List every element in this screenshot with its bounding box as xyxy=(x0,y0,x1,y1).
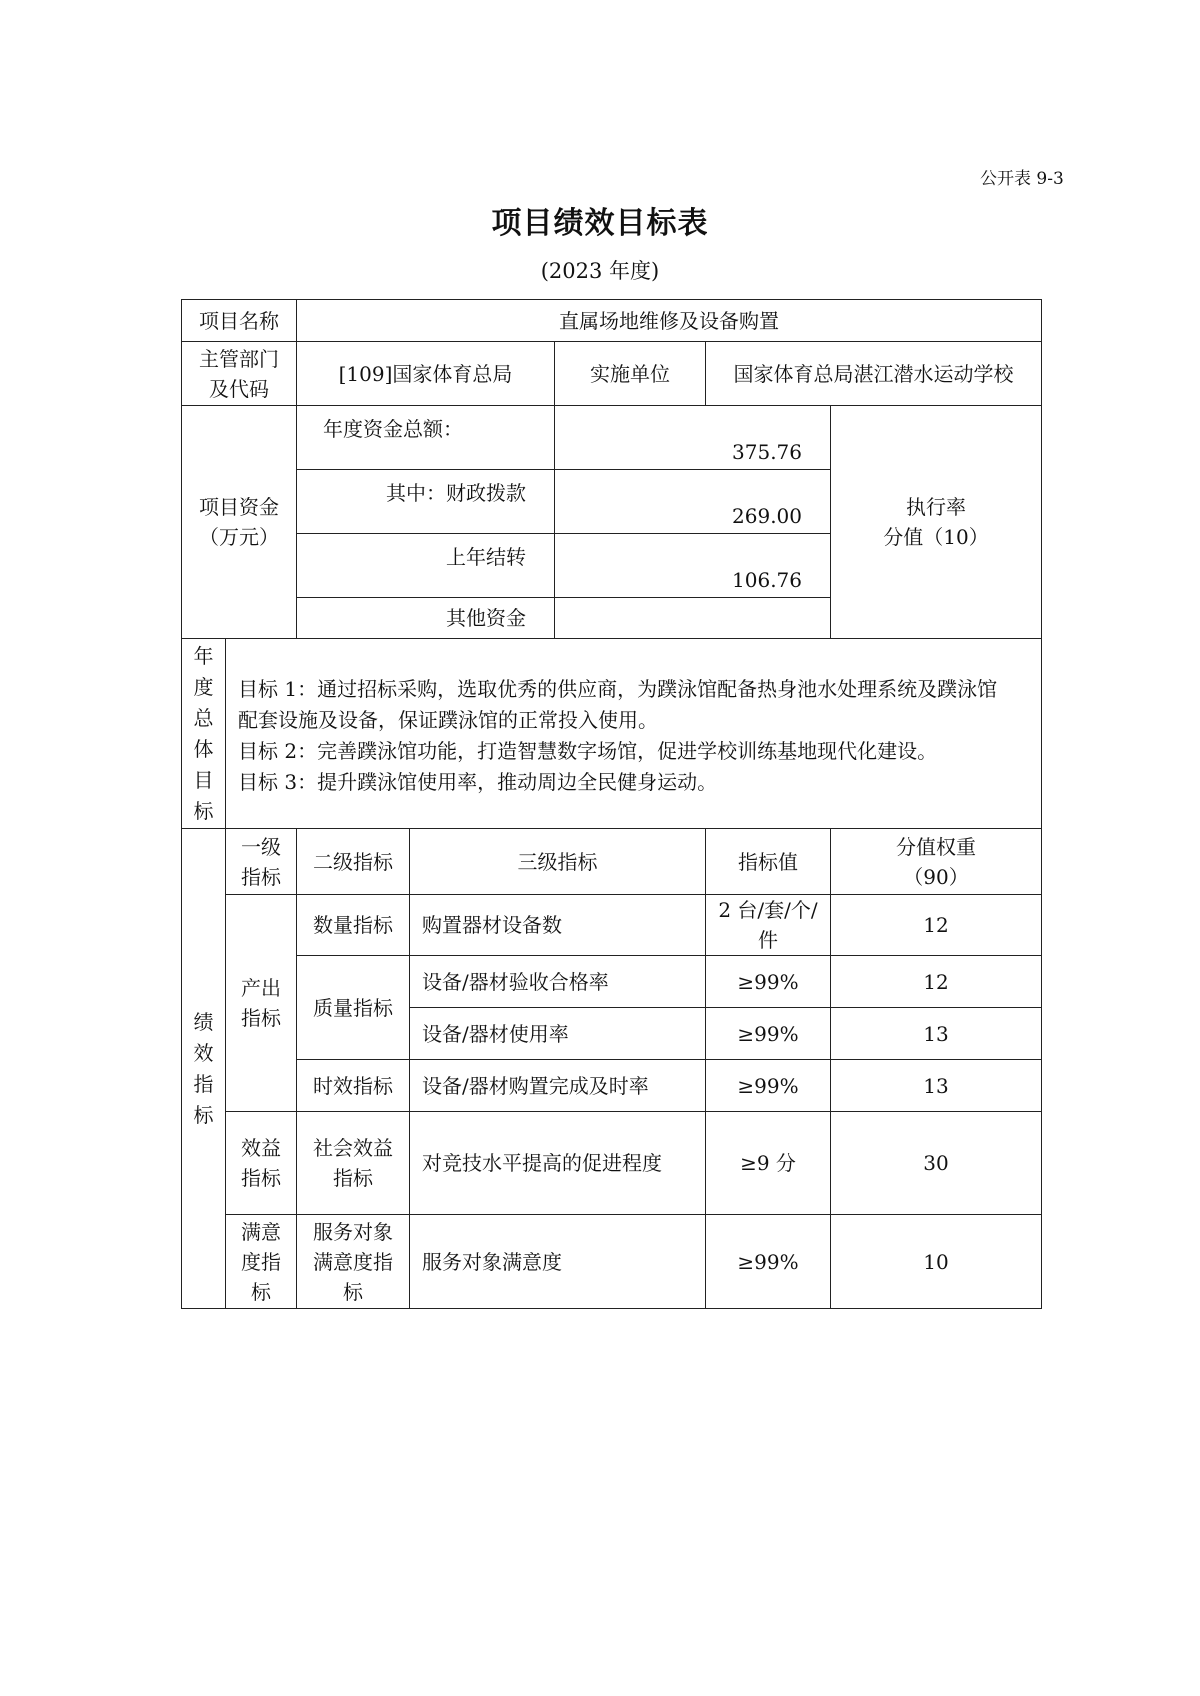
indicator-value: ≥99% xyxy=(706,956,831,1008)
department-value: [109]国家体育总局 xyxy=(297,342,555,406)
output-label-line-2: 指标 xyxy=(241,1006,281,1030)
header-weight xyxy=(831,829,1042,895)
social-label-line-2: 指标 xyxy=(333,1166,373,1190)
funds-carryover-value: 106.76 xyxy=(555,534,831,598)
indicator-name: 设备/器材购置完成及时率 xyxy=(410,1060,706,1112)
funds-other-label: 其他资金 xyxy=(297,598,555,639)
header-weight-line-2: （90） xyxy=(903,864,969,889)
annual-goals-label xyxy=(182,639,226,829)
indicator-weight: 30 xyxy=(831,1112,1042,1215)
quantity-indicator-label: 数量指标 xyxy=(297,895,410,956)
indicator-header-row xyxy=(182,829,1042,895)
header-level1 xyxy=(226,829,297,895)
funds-total-value: 375.76 xyxy=(555,406,831,470)
project-name-value: 直属场地维修及设备购置 xyxy=(297,300,1042,342)
indicator-value: 2 台/套/个/件 xyxy=(706,895,831,956)
indicator-name: 对竞技水平提高的促进程度 xyxy=(410,1112,706,1215)
benefit-indicator-label xyxy=(226,1112,297,1215)
department-row xyxy=(182,342,1042,406)
indicator-weight: 12 xyxy=(831,895,1042,956)
implementing-unit-label: 实施单位 xyxy=(555,342,706,406)
funds-total-label: 年度资金总额： xyxy=(297,406,555,470)
service-label-line: 满意度指 xyxy=(313,1249,393,1274)
goals-label-char: 度 xyxy=(193,674,214,699)
goals-label-char: 目 xyxy=(193,767,214,792)
indicators-label-char: 标 xyxy=(193,1102,214,1127)
implementing-unit-value: 国家体育总局湛江潜水运动学校 xyxy=(706,342,1042,406)
service-label-line: 服务对象 xyxy=(313,1219,393,1244)
indicator-weight: 10 xyxy=(831,1215,1042,1309)
indicator-weight: 13 xyxy=(831,1008,1042,1060)
header-level1-line-2: 指标 xyxy=(241,864,281,889)
indicator-name: 设备/器材使用率 xyxy=(410,1008,706,1060)
indicator-value: ≥99% xyxy=(706,1060,831,1112)
indicator-value: ≥9 分 xyxy=(706,1112,831,1215)
indicators-label-char: 指 xyxy=(193,1071,214,1096)
social-label-line-1: 社会效益 xyxy=(313,1136,393,1160)
indicator-name: 购置器材设备数 xyxy=(410,895,706,956)
timeliness-indicator-label: 时效指标 xyxy=(297,1060,410,1112)
satisfaction-indicator-label xyxy=(226,1215,297,1309)
goals-label-char: 年 xyxy=(193,643,214,668)
department-label xyxy=(182,342,297,406)
header-level3: 三级指标 xyxy=(410,829,706,895)
output-indicator-label xyxy=(226,895,297,1112)
department-label-line-2: 及代码 xyxy=(209,376,269,401)
funds-label-line-1: 项目资金 xyxy=(199,495,279,519)
goals-label-char: 总 xyxy=(193,705,214,730)
funds-total-row xyxy=(182,406,1042,470)
indicator-value: ≥99% xyxy=(706,1215,831,1309)
indicators-label-char: 绩 xyxy=(193,1009,214,1034)
satisfaction-label-line: 满意 xyxy=(241,1219,281,1244)
execution-rate-score: 分值（10） xyxy=(883,525,989,549)
header-target-value: 指标值 xyxy=(706,829,831,895)
annual-goals-content xyxy=(226,639,1042,829)
satisfaction-label-line: 标 xyxy=(251,1279,271,1304)
funds-other-value xyxy=(555,598,831,639)
annual-goals-row xyxy=(182,639,1042,829)
header-level2: 二级指标 xyxy=(297,829,410,895)
goal-line: 目标 3：提升蹼泳馆使用率，推动周边全民健身运动。 xyxy=(238,770,718,794)
header-weight-line-1: 分值权重 xyxy=(896,834,976,859)
table-row xyxy=(182,895,1042,956)
social-benefit-label xyxy=(297,1112,410,1215)
indicator-value: ≥99% xyxy=(706,1008,831,1060)
indicator-weight: 12 xyxy=(831,956,1042,1008)
table-row xyxy=(182,1112,1042,1215)
funds-label xyxy=(182,406,297,639)
table-row xyxy=(182,1215,1042,1309)
goal-line: 目标 2：完善蹼泳馆功能，打造智慧数字场馆，促进学校训练基地现代化建设。 xyxy=(238,739,938,763)
satisfaction-label-line: 度指 xyxy=(241,1249,281,1274)
funds-fiscal-label: 其中：财政拨款 xyxy=(297,470,555,534)
goal-line: 目标 1：通过招标采购，选取优秀的供应商，为蹼泳馆配备热身池水处理系统及蹼泳馆 xyxy=(238,677,998,701)
header-level1-line-1: 一级 xyxy=(241,834,281,859)
funds-fiscal-value: 269.00 xyxy=(555,470,831,534)
benefit-label-line-1: 效益 xyxy=(241,1136,281,1160)
form-number: 公开表 9-3 xyxy=(980,169,1064,189)
goal-line: 配套设施及设备，保证蹼泳馆的正常投入使用。 xyxy=(238,708,658,732)
table-row xyxy=(182,1060,1042,1112)
quality-indicator-label: 质量指标 xyxy=(297,956,410,1060)
indicator-name: 设备/器材验收合格率 xyxy=(410,956,706,1008)
project-name-row xyxy=(182,300,1042,342)
page-title: 项目绩效目标表 xyxy=(491,206,709,241)
indicators-label-char: 效 xyxy=(193,1040,214,1065)
service-satisfaction-label xyxy=(297,1215,410,1309)
performance-table xyxy=(181,299,1042,1309)
project-name-label: 项目名称 xyxy=(182,300,297,342)
execution-rate-cell xyxy=(831,406,1042,639)
execution-rate-label: 执行率 xyxy=(906,495,966,519)
department-label-line-1: 主管部门 xyxy=(199,346,279,371)
indicator-name: 服务对象满意度 xyxy=(410,1215,706,1309)
output-label-line-1: 产出 xyxy=(241,976,281,1000)
funds-carryover-label: 上年结转 xyxy=(297,534,555,598)
table-row xyxy=(182,956,1042,1008)
funds-label-line-2: （万元） xyxy=(199,525,279,549)
benefit-label-line-2: 指标 xyxy=(241,1166,281,1190)
page-subtitle: (2023 年度) xyxy=(540,259,660,283)
service-label-line: 标 xyxy=(343,1279,363,1304)
performance-indicators-label xyxy=(182,829,226,1309)
goals-label-char: 体 xyxy=(193,736,214,761)
indicator-weight: 13 xyxy=(831,1060,1042,1112)
goals-label-char: 标 xyxy=(193,798,214,823)
